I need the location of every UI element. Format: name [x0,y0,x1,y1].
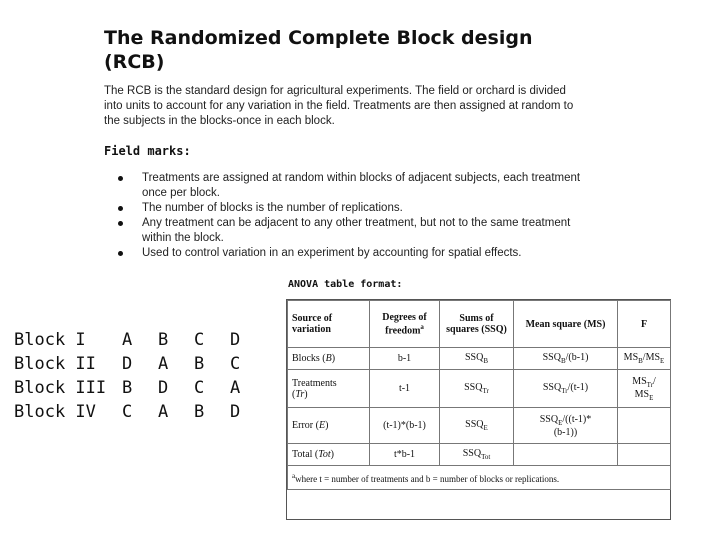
table-row [288,408,671,444]
bullet-icon [118,251,123,256]
list-item: Any treatment can be adjacent to any other treatment, but not to the same treatment within the block. [104,216,584,246]
block-cell: B [122,378,133,398]
source-cell: Error (E) [288,408,370,444]
block-cell: A [122,330,133,350]
block-cell: D [230,330,241,350]
block-cell: A [230,378,241,398]
block-row [14,352,266,376]
list-item: Treatments are assigned at random within blocks of adjacent subjects, each treatment once per block. [104,171,584,201]
anova-table-frame [286,299,671,520]
source-cell: Treatments (Tr) [288,370,370,408]
intro-paragraph: The RCB is the standard design for agricultural experiments. The field or orchard is divided into units to account for any variation in the field. Treatments are then assigned at random to the subjects in the blocks-once in each block. [104,85,574,127]
block-row [14,328,266,352]
field-marks-heading: Field marks: [104,144,191,158]
ms-cell: $SSQ_B/(b-1)$ [514,348,618,370]
ss-cell: $SSQ_B$ [440,348,514,370]
ss-cell: $SSQ_{Tr}$ [440,370,514,408]
list-item: The number of blocks is the number of replications. [104,201,584,216]
block-cell: B [194,402,205,422]
anova-table [287,300,671,490]
df-cell: t-1 [370,370,440,408]
ss-cell: $SSQ_{Tot}$ [440,444,514,466]
table-footnote: $^a$where t = number of treatments and b = number of blocks or replications. [288,466,671,490]
block-name: Block IV [14,402,96,422]
field-marks-list [104,171,584,261]
page-title: The Randomized Complete Block design (RCB) [104,27,533,73]
table-row [288,444,671,466]
block-row [14,400,266,424]
block-cell: C [194,330,205,350]
block-cell: D [122,354,133,374]
anova-heading: ANOVA table format: [288,279,403,290]
header-f: F [618,301,671,348]
table-row [288,348,671,370]
table-row [288,370,671,408]
f-cell: $MS_B/MS_E$ [618,348,671,370]
block-cell: D [158,378,169,398]
bullet-icon [118,176,123,181]
block-row [14,376,266,400]
df-cell: b-1 [370,348,440,370]
block-name: Block III [14,378,107,398]
block-name: Block II [14,354,96,374]
source-cell: Blocks (B) [288,348,370,370]
header-ms: Mean square (MS) [514,301,618,348]
block-cell: D [230,402,241,422]
block-cell: C [122,402,133,422]
block-cell: C [230,354,241,374]
header-ss: Sums of squares (SSQ) [440,301,514,348]
block-name: Block I [14,330,86,350]
f-cell: $MS_{Tr}/$ $MS_E$ [618,370,671,408]
block-cell: B [194,354,205,374]
block-layout [14,328,266,424]
block-cell: A [158,402,169,422]
df-cell: (t-1)*(b-1) [370,408,440,444]
block-cell: A [158,354,169,374]
table-header-row [288,301,671,348]
header-df: Degrees of freedom$^a$ [370,301,440,348]
table-footnote-row [288,466,671,490]
bullet-icon [118,221,123,226]
header-source: Source of variation [288,301,370,348]
f-cell [618,408,671,444]
block-cell: C [194,378,205,398]
source-cell: Total (Tot) [288,444,370,466]
ms-cell: $SSQ_{Tr}/(t-1)$ [514,370,618,408]
bullet-icon [118,206,123,211]
list-item: Used to control variation in an experiment by accounting for spatial effects. [104,246,584,261]
ms-cell [514,444,618,466]
ms-cell: $SSQ_E/((t-1)*$ (b-1)) [514,408,618,444]
block-cell: B [158,330,169,350]
df-cell: t*b-1 [370,444,440,466]
ss-cell: $SSQ_E$ [440,408,514,444]
f-cell [618,444,671,466]
